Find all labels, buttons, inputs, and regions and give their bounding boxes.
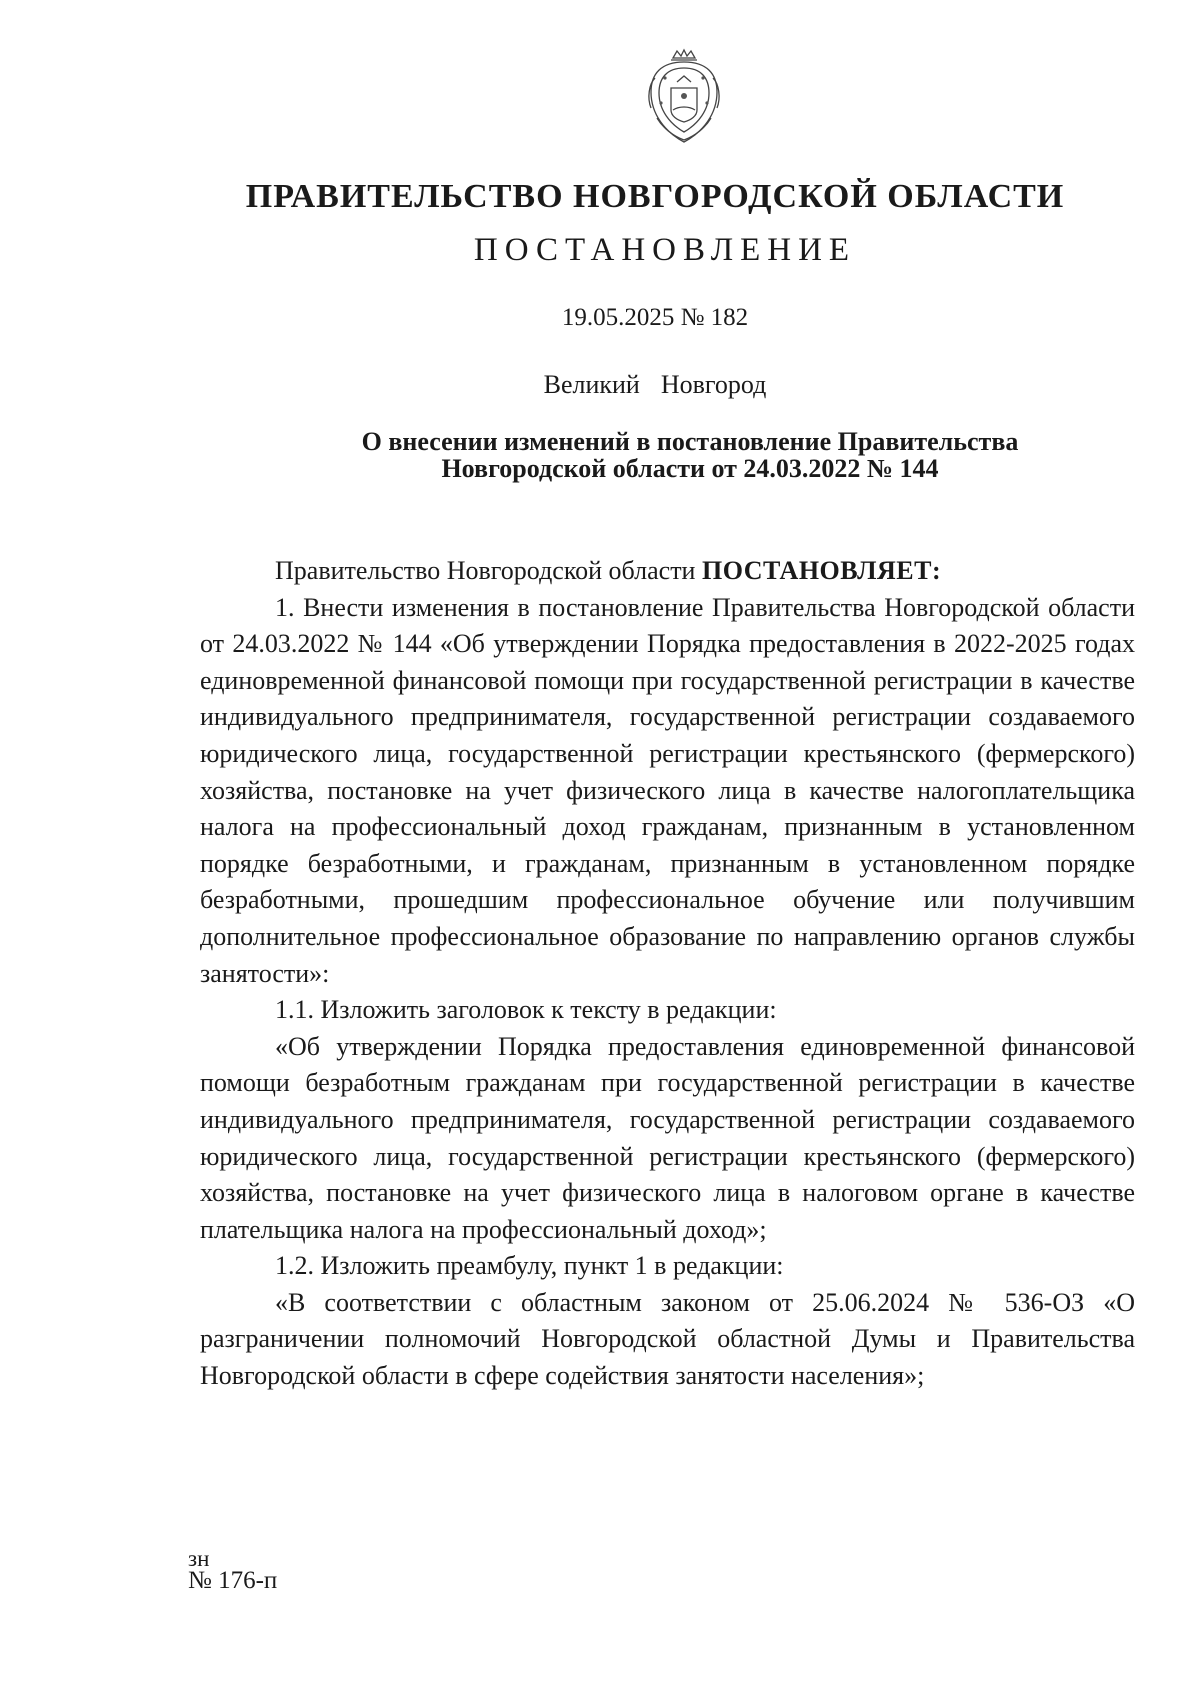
decree-prefix: Правительство Новгородской области [275,556,702,585]
footer-note [188,1548,277,1592]
paragraph-1-1: 1.1. Изложить заголовок к тексту в редакции: [275,995,777,1025]
decree-line [200,553,1135,590]
document-type: ПОСТАНОВЛЕНИЕ [473,232,857,268]
paragraph-1-2: 1.2. Изложить преамбулу, пункт 1 в редакции: [275,1251,784,1281]
document-body [200,553,1135,1395]
date-number: 19.05.2025 № 182 [561,304,749,331]
paragraph-1-2-quote: «В соответствии с областным законом от 25.06.2024 № 536-ОЗ «О разграничении полномочий Новгородской областной Думы и Правительства Новгородской области в сфере содействия занятости населения»; [200,1287,1135,1391]
title-line-2: Новгородской области от 24.03.2022 № 144 [441,454,939,483]
document-title [300,428,1080,482]
footer-number: № 176-п [188,1567,278,1594]
paragraph-1-1-quote: «Об утверждении Порядка предоставления единовременной финансовой помощи безработным гражданам при государственной регистрации в качестве индивидуального предпринимателя, государственной регистрации создаваемого юридического лица, государственной регистрации крестьянского (фермерского) хозяйства, постановке на учет физического лица в налоговом органе в качестве плательщика налога на профессиональный доход»; [200,1031,1135,1244]
city: Великий Новгород [543,370,767,399]
footer-initials: зн [188,1546,210,1571]
decree-caps: ПОСТАНОВЛЯЕТ: [701,556,942,585]
coat-of-arms-icon [643,48,725,148]
org-name: ПРАВИТЕЛЬСТВО НОВГОРОДСКОЙ ОБЛАСТИ [245,178,1065,215]
title-line-1: О внесении изменений в постановление Правительства [361,427,1019,456]
paragraph-1: 1. Внести изменения в постановление Правительства Новгородской области от 24.03.2022 № 144 «Об утверждении Порядка предоставления в 2022-2025 годах единовременной финансовой помощи при государственной регистрации в качестве индивидуального предпринимателя, государственной регистрации создаваемого юридического лица, государственной регистрации крестьянского (фермерского) хозяйства, постановке на учет физического лица в качестве налогоплательщика налога на профессиональный доход гражданам, признанным в установленном порядке безработными, и гражданам, признанным в установленном порядке безработными, прошедшим профессиональное обучение или получившим дополнительное профессиональное образование по направлению органов службы занятости»: [200,592,1135,988]
